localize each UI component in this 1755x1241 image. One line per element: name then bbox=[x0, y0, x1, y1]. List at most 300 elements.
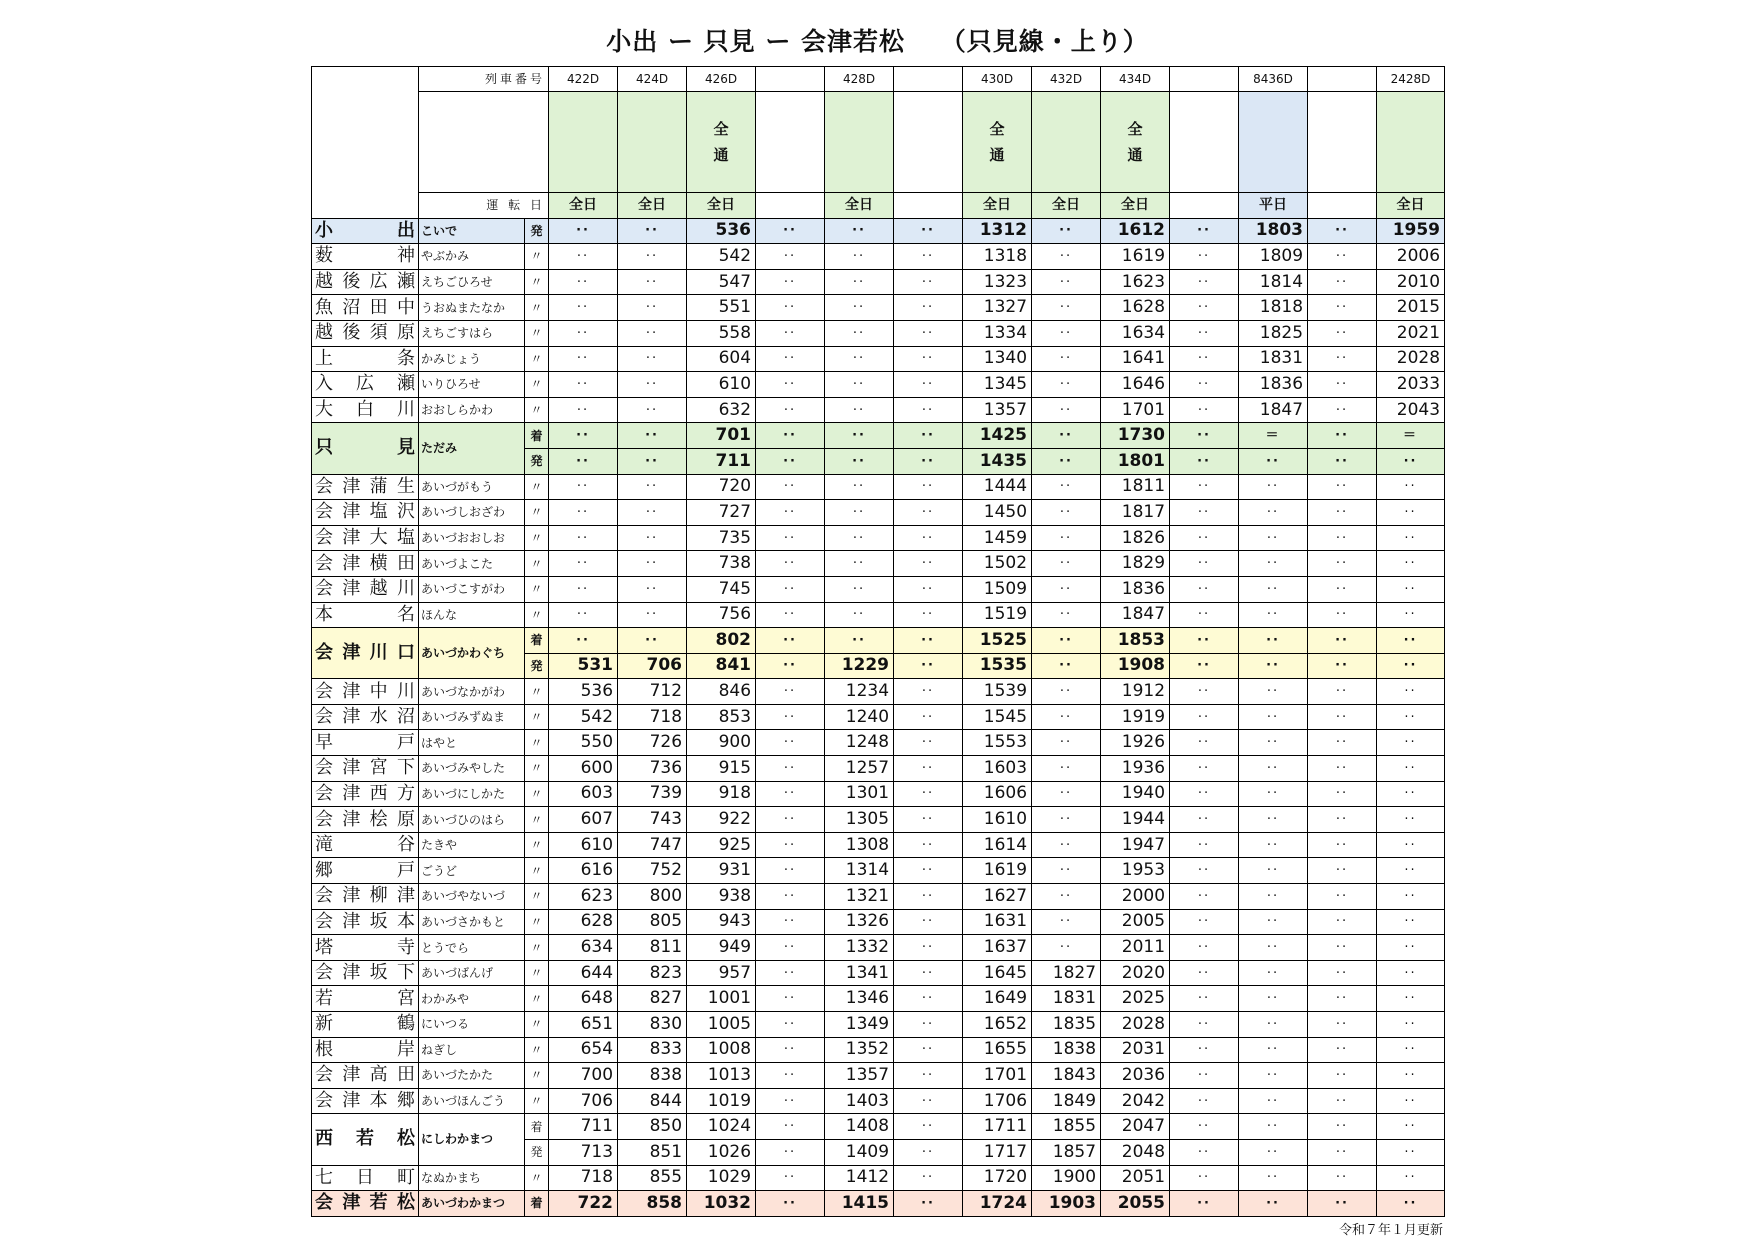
time-cell: ·· bbox=[894, 756, 963, 782]
station-name-char: 滝 bbox=[315, 834, 333, 856]
time-cell: ·· bbox=[1170, 730, 1239, 756]
arrive-depart-mark: 〃 bbox=[525, 909, 549, 935]
station-name-char: 宮 bbox=[397, 987, 415, 1009]
time-cell: 1903 bbox=[1032, 1191, 1101, 1217]
station-row bbox=[312, 500, 1445, 526]
time-cell: ·· bbox=[756, 832, 825, 858]
station-name-char: 川 bbox=[369, 642, 388, 664]
station-name-char: 中 bbox=[396, 296, 415, 318]
arrive-depart-mark: 〃 bbox=[525, 372, 549, 398]
time-cell: ＝ bbox=[1239, 423, 1308, 449]
time-cell: 536 bbox=[549, 679, 618, 705]
station-name bbox=[312, 704, 419, 730]
time-cell: ·· bbox=[756, 756, 825, 782]
train-note bbox=[1101, 92, 1170, 193]
station-name bbox=[312, 525, 419, 551]
time-cell: 915 bbox=[687, 756, 756, 782]
station-name-char: 会 bbox=[315, 782, 333, 804]
station-name-char: 会 bbox=[315, 578, 333, 600]
time-cell: 1614 bbox=[963, 832, 1032, 858]
time-cell: ·· bbox=[756, 960, 825, 986]
time-cell: 713 bbox=[549, 1139, 618, 1165]
arrive-depart-mark: 〃 bbox=[525, 807, 549, 833]
time-cell: ·· bbox=[825, 448, 894, 474]
update-note: 令和７年１月更新 bbox=[1338, 1223, 1443, 1238]
station-name-char: 岸 bbox=[397, 1038, 415, 1060]
time-cell: 536 bbox=[687, 218, 756, 244]
station-name-char: 若 bbox=[315, 987, 333, 1009]
station-row bbox=[312, 756, 1445, 782]
time-cell: 1008 bbox=[687, 1037, 756, 1063]
time-cell: ·· bbox=[1032, 448, 1101, 474]
time-cell: 1959 bbox=[1377, 218, 1445, 244]
station-name-char: 津 bbox=[342, 642, 361, 664]
time-cell: ·· bbox=[894, 295, 963, 321]
time-cell: ·· bbox=[1377, 602, 1445, 628]
station-name-char: 方 bbox=[396, 782, 415, 804]
time-cell: ·· bbox=[1032, 832, 1101, 858]
train-note bbox=[894, 92, 963, 193]
station-name-char: 津 bbox=[342, 885, 361, 907]
train-note bbox=[963, 92, 1032, 193]
time-cell: ·· bbox=[1239, 960, 1308, 986]
time-cell: ·· bbox=[894, 269, 963, 295]
station-name-char: 松 bbox=[397, 1128, 415, 1150]
station-kana: あいづなかがわ bbox=[419, 679, 525, 705]
time-cell: 706 bbox=[618, 653, 687, 679]
time-cell: ·· bbox=[894, 858, 963, 884]
time-cell: 1318 bbox=[963, 244, 1032, 270]
time-cell: 1912 bbox=[1101, 679, 1170, 705]
time-cell: 706 bbox=[549, 1088, 618, 1114]
time-cell: ·· bbox=[1032, 218, 1101, 244]
time-cell: 1409 bbox=[825, 1139, 894, 1165]
time-cell: 1836 bbox=[1101, 576, 1170, 602]
time-cell: ·· bbox=[756, 525, 825, 551]
time-cell: ·· bbox=[1170, 756, 1239, 782]
operating-day: 全日 bbox=[687, 193, 756, 219]
time-cell: 925 bbox=[687, 832, 756, 858]
station-kana: あいづやないづ bbox=[419, 884, 525, 910]
time-cell: 1655 bbox=[963, 1037, 1032, 1063]
station-name-char: 瀬 bbox=[397, 373, 415, 395]
time-cell: 1425 bbox=[963, 423, 1032, 449]
time-cell: ·· bbox=[1377, 1139, 1445, 1165]
time-cell: ·· bbox=[1170, 346, 1239, 372]
station-name-char: 塩 bbox=[396, 527, 415, 549]
time-cell: 1831 bbox=[1239, 346, 1308, 372]
station-row bbox=[312, 858, 1445, 884]
station-name-char: 宮 bbox=[369, 757, 388, 779]
time-cell: ·· bbox=[756, 909, 825, 935]
station-name bbox=[312, 884, 419, 910]
time-cell: ·· bbox=[825, 295, 894, 321]
time-cell: ·· bbox=[549, 218, 618, 244]
station-name-char: 口 bbox=[396, 642, 415, 664]
time-cell: 1637 bbox=[963, 935, 1032, 961]
station-name-text bbox=[315, 1038, 415, 1060]
station-name-char: 田 bbox=[396, 1064, 415, 1086]
station-name bbox=[312, 1191, 419, 1217]
time-cell: 2028 bbox=[1101, 1012, 1170, 1038]
station-row bbox=[312, 397, 1445, 423]
station-name-char: 蒲 bbox=[369, 475, 388, 497]
station-name-char: 津 bbox=[342, 1090, 361, 1112]
operating-day bbox=[894, 193, 963, 219]
station-name-char: 原 bbox=[396, 322, 415, 344]
arrive-depart-mark: 〃 bbox=[525, 704, 549, 730]
time-cell: ·· bbox=[1239, 525, 1308, 551]
station-name bbox=[312, 858, 419, 884]
station-name-text bbox=[315, 836, 415, 854]
time-cell: ·· bbox=[1239, 858, 1308, 884]
time-cell: ·· bbox=[894, 372, 963, 398]
station-row bbox=[312, 525, 1445, 551]
station-kana: にいつる bbox=[419, 1012, 525, 1038]
station-name-char: 若 bbox=[369, 1192, 388, 1214]
time-cell: 701 bbox=[687, 423, 756, 449]
station-name-char: 町 bbox=[397, 1166, 415, 1188]
station-name-text bbox=[315, 808, 415, 830]
station-name-char: 生 bbox=[396, 475, 415, 497]
time-cell: ·· bbox=[1308, 909, 1377, 935]
time-cell: ·· bbox=[618, 602, 687, 628]
time-cell: 1944 bbox=[1101, 807, 1170, 833]
station-kana: ごうど bbox=[419, 858, 525, 884]
time-cell: ·· bbox=[825, 500, 894, 526]
station-name-char: 会 bbox=[315, 680, 333, 702]
time-cell: ·· bbox=[549, 346, 618, 372]
time-cell: 943 bbox=[687, 909, 756, 935]
time-cell: 931 bbox=[687, 858, 756, 884]
time-cell: 542 bbox=[687, 244, 756, 270]
time-cell: 844 bbox=[618, 1088, 687, 1114]
time-cell: ·· bbox=[618, 397, 687, 423]
time-cell: 1717 bbox=[963, 1139, 1032, 1165]
time-cell: ·· bbox=[756, 423, 825, 449]
time-cell: 1248 bbox=[825, 730, 894, 756]
time-cell: 1809 bbox=[1239, 244, 1308, 270]
time-cell: 1341 bbox=[825, 960, 894, 986]
time-cell: ·· bbox=[756, 372, 825, 398]
time-cell: ·· bbox=[549, 474, 618, 500]
time-cell: ·· bbox=[1377, 1191, 1445, 1217]
time-cell: 1619 bbox=[963, 858, 1032, 884]
station-name-char: 本 bbox=[396, 910, 415, 932]
time-cell: ·· bbox=[549, 244, 618, 270]
time-cell: ·· bbox=[1377, 525, 1445, 551]
arrive-depart-mark: 〃 bbox=[525, 244, 549, 270]
time-cell: ·· bbox=[1170, 704, 1239, 730]
station-kana: ただみ bbox=[419, 423, 525, 474]
time-cell: ·· bbox=[894, 602, 963, 628]
time-cell: 718 bbox=[549, 1165, 618, 1191]
time-cell: ·· bbox=[894, 884, 963, 910]
station-kana: あいづばんげ bbox=[419, 960, 525, 986]
station-name-text bbox=[315, 296, 415, 318]
time-cell: ·· bbox=[1308, 730, 1377, 756]
time-cell: 1641 bbox=[1101, 346, 1170, 372]
train-note bbox=[825, 92, 894, 193]
time-cell: ·· bbox=[894, 832, 963, 858]
time-cell: ·· bbox=[894, 320, 963, 346]
time-cell: ·· bbox=[825, 602, 894, 628]
time-cell: ·· bbox=[1239, 986, 1308, 1012]
time-cell: ·· bbox=[1239, 576, 1308, 602]
station-name-char: 津 bbox=[342, 475, 361, 497]
time-cell: 1545 bbox=[963, 704, 1032, 730]
time-cell: ·· bbox=[1239, 551, 1308, 577]
time-cell: ·· bbox=[549, 448, 618, 474]
time-cell: ·· bbox=[1239, 679, 1308, 705]
station-name-char: 坂 bbox=[369, 962, 388, 984]
time-cell: ·· bbox=[894, 397, 963, 423]
arrive-depart-mark: 〃 bbox=[525, 576, 549, 602]
time-cell: 1327 bbox=[963, 295, 1032, 321]
time-cell: ·· bbox=[1308, 935, 1377, 961]
time-cell: ·· bbox=[1032, 679, 1101, 705]
time-cell: ·· bbox=[618, 628, 687, 654]
station-name-text bbox=[315, 782, 415, 804]
time-cell: 1444 bbox=[963, 474, 1032, 500]
station-kana: あいづわかまつ bbox=[419, 1191, 525, 1217]
time-cell: 1919 bbox=[1101, 704, 1170, 730]
station-name-char: 柳 bbox=[369, 885, 388, 907]
time-cell: ·· bbox=[756, 781, 825, 807]
time-cell: ·· bbox=[549, 628, 618, 654]
time-cell: ·· bbox=[1308, 1114, 1377, 1140]
time-cell: ·· bbox=[756, 1088, 825, 1114]
time-cell: 1403 bbox=[825, 1088, 894, 1114]
time-cell: 1627 bbox=[963, 884, 1032, 910]
time-cell: ·· bbox=[1170, 858, 1239, 884]
time-cell: 531 bbox=[549, 653, 618, 679]
time-cell: ·· bbox=[894, 781, 963, 807]
time-cell: ·· bbox=[1308, 576, 1377, 602]
train-note bbox=[1032, 92, 1101, 193]
station-kana: あいづたかた bbox=[419, 1063, 525, 1089]
station-name-char: 田 bbox=[369, 296, 388, 318]
time-cell: 1926 bbox=[1101, 730, 1170, 756]
time-cell: ·· bbox=[1377, 858, 1445, 884]
station-row bbox=[312, 704, 1445, 730]
time-cell: 957 bbox=[687, 960, 756, 986]
station-name-char: 会 bbox=[315, 1064, 333, 1086]
time-cell: ·· bbox=[825, 628, 894, 654]
station-row bbox=[312, 320, 1445, 346]
time-cell: 648 bbox=[549, 986, 618, 1012]
time-cell: ·· bbox=[1170, 474, 1239, 500]
time-cell: 1229 bbox=[825, 653, 894, 679]
time-cell: 949 bbox=[687, 935, 756, 961]
operating-day: 全日 bbox=[963, 193, 1032, 219]
time-cell: 2020 bbox=[1101, 960, 1170, 986]
header-blank bbox=[419, 92, 549, 193]
time-cell: 1308 bbox=[825, 832, 894, 858]
station-kana: あいづよこた bbox=[419, 551, 525, 577]
time-cell: ·· bbox=[1308, 628, 1377, 654]
time-cell: ·· bbox=[1170, 295, 1239, 321]
time-cell: 1032 bbox=[687, 1191, 756, 1217]
time-cell: ·· bbox=[756, 269, 825, 295]
time-cell: ·· bbox=[1239, 832, 1308, 858]
station-name-char: 水 bbox=[369, 706, 388, 728]
train-note bbox=[1308, 92, 1377, 193]
arrive-depart-mark: 〃 bbox=[525, 1063, 549, 1089]
time-cell: 1818 bbox=[1239, 295, 1308, 321]
time-cell: ·· bbox=[1239, 1139, 1308, 1165]
station-kana: あいづみずぬま bbox=[419, 704, 525, 730]
station-name bbox=[312, 551, 419, 577]
station-name-char: 薮 bbox=[315, 245, 333, 267]
station-name-char: 下 bbox=[396, 962, 415, 984]
time-cell: 644 bbox=[549, 960, 618, 986]
station-name-text bbox=[315, 1015, 415, 1033]
operating-day bbox=[756, 193, 825, 219]
time-cell: 1450 bbox=[963, 500, 1032, 526]
time-cell: ·· bbox=[618, 423, 687, 449]
time-cell: 628 bbox=[549, 909, 618, 935]
time-cell: 1853 bbox=[1101, 628, 1170, 654]
time-cell: ·· bbox=[1032, 244, 1101, 270]
time-cell: 1026 bbox=[687, 1139, 756, 1165]
station-row bbox=[312, 1063, 1445, 1089]
time-cell: ·· bbox=[756, 858, 825, 884]
time-cell: 855 bbox=[618, 1165, 687, 1191]
station-name-char: 本 bbox=[369, 1090, 388, 1112]
train-number: 2428D bbox=[1377, 67, 1445, 92]
station-kana: わかみや bbox=[419, 986, 525, 1012]
time-cell: 2011 bbox=[1101, 935, 1170, 961]
station-name-char: 津 bbox=[342, 578, 361, 600]
station-name-text bbox=[315, 375, 415, 393]
station-name-char: 津 bbox=[342, 757, 361, 779]
station-name-char: 会 bbox=[315, 642, 333, 664]
time-cell: 610 bbox=[687, 372, 756, 398]
time-cell: ·· bbox=[894, 679, 963, 705]
time-cell: ·· bbox=[1308, 551, 1377, 577]
time-cell: 1346 bbox=[825, 986, 894, 1012]
station-kana: あいづほんごう bbox=[419, 1088, 525, 1114]
time-cell: 1706 bbox=[963, 1088, 1032, 1114]
arrive-depart-mark: 〃 bbox=[525, 986, 549, 1012]
time-cell: ·· bbox=[1377, 1037, 1445, 1063]
station-kana: あいづがもう bbox=[419, 474, 525, 500]
time-cell: ·· bbox=[1170, 653, 1239, 679]
time-cell: 739 bbox=[618, 781, 687, 807]
station-name bbox=[312, 909, 419, 935]
time-cell: ·· bbox=[894, 986, 963, 1012]
time-cell: ·· bbox=[1032, 269, 1101, 295]
time-cell: ·· bbox=[756, 397, 825, 423]
station-name-char: 本 bbox=[315, 603, 333, 625]
time-cell: 1836 bbox=[1239, 372, 1308, 398]
time-cell: ·· bbox=[618, 244, 687, 270]
arrive-depart-mark: 〃 bbox=[525, 320, 549, 346]
time-cell: 802 bbox=[687, 628, 756, 654]
station-row bbox=[312, 372, 1445, 398]
time-cell: 632 bbox=[687, 397, 756, 423]
arrive-depart-mark: 〃 bbox=[525, 960, 549, 986]
time-cell: 1459 bbox=[963, 525, 1032, 551]
time-cell: 1646 bbox=[1101, 372, 1170, 398]
station-name-text bbox=[315, 273, 415, 291]
station-name-text bbox=[315, 503, 415, 521]
time-cell: 1357 bbox=[963, 397, 1032, 423]
time-cell: ·· bbox=[1239, 448, 1308, 474]
time-cell: ·· bbox=[1032, 730, 1101, 756]
time-cell: ·· bbox=[1239, 1063, 1308, 1089]
page-title: 小出 ー 只見 ー 会津若松 （只見線・上り） bbox=[606, 27, 1149, 56]
arrive-depart-mark: 発 bbox=[525, 448, 549, 474]
time-cell: 838 bbox=[618, 1063, 687, 1089]
time-cell: ·· bbox=[1308, 960, 1377, 986]
arrive-depart-mark: 〃 bbox=[525, 1165, 549, 1191]
time-cell: ·· bbox=[1170, 602, 1239, 628]
time-cell: ·· bbox=[894, 935, 963, 961]
train-number: 432D bbox=[1032, 67, 1101, 92]
train-number bbox=[1308, 67, 1377, 92]
station-name-char: 西 bbox=[315, 1128, 333, 1150]
time-cell: ·· bbox=[1239, 1088, 1308, 1114]
arrive-depart-mark: 〃 bbox=[525, 269, 549, 295]
time-cell: 1340 bbox=[963, 346, 1032, 372]
train-number: 424D bbox=[618, 67, 687, 92]
station-name-text bbox=[315, 552, 415, 574]
time-cell: ·· bbox=[756, 1114, 825, 1140]
time-cell: ·· bbox=[1170, 1088, 1239, 1114]
time-cell: 720 bbox=[687, 474, 756, 500]
station-name-char: 沼 bbox=[342, 296, 361, 318]
station-name bbox=[312, 628, 419, 679]
time-cell: 2047 bbox=[1101, 1114, 1170, 1140]
time-cell: ·· bbox=[1239, 781, 1308, 807]
time-cell: ·· bbox=[1032, 704, 1101, 730]
station-row bbox=[312, 628, 1445, 654]
time-cell: ·· bbox=[1308, 781, 1377, 807]
station-name bbox=[312, 679, 419, 705]
time-cell: ·· bbox=[1239, 1114, 1308, 1140]
time-cell: 610 bbox=[549, 832, 618, 858]
time-cell: ·· bbox=[1170, 448, 1239, 474]
time-cell: 1029 bbox=[687, 1165, 756, 1191]
time-cell: ·· bbox=[1032, 909, 1101, 935]
arrive-depart-mark: 〃 bbox=[525, 474, 549, 500]
time-cell: ·· bbox=[549, 423, 618, 449]
time-cell: 1312 bbox=[963, 218, 1032, 244]
time-cell: 922 bbox=[687, 807, 756, 833]
arrive-depart-mark: 〃 bbox=[525, 730, 549, 756]
time-cell: 2055 bbox=[1101, 1191, 1170, 1217]
time-cell: ·· bbox=[825, 397, 894, 423]
time-cell: 853 bbox=[687, 704, 756, 730]
time-cell: ·· bbox=[1308, 346, 1377, 372]
time-cell: 718 bbox=[618, 704, 687, 730]
station-row bbox=[312, 346, 1445, 372]
time-cell: 1908 bbox=[1101, 653, 1170, 679]
arrive-depart-mark: 〃 bbox=[525, 1088, 549, 1114]
time-cell: ·· bbox=[1377, 448, 1445, 474]
time-cell: ·· bbox=[1308, 807, 1377, 833]
station-name-char: 会 bbox=[315, 475, 333, 497]
station-name-char: 会 bbox=[315, 1192, 333, 1214]
time-cell: ·· bbox=[1377, 576, 1445, 602]
time-cell: ·· bbox=[1170, 551, 1239, 577]
station-name bbox=[312, 295, 419, 321]
time-cell: ·· bbox=[1377, 1165, 1445, 1191]
station-name-text bbox=[315, 1194, 415, 1212]
time-cell: ·· bbox=[756, 551, 825, 577]
